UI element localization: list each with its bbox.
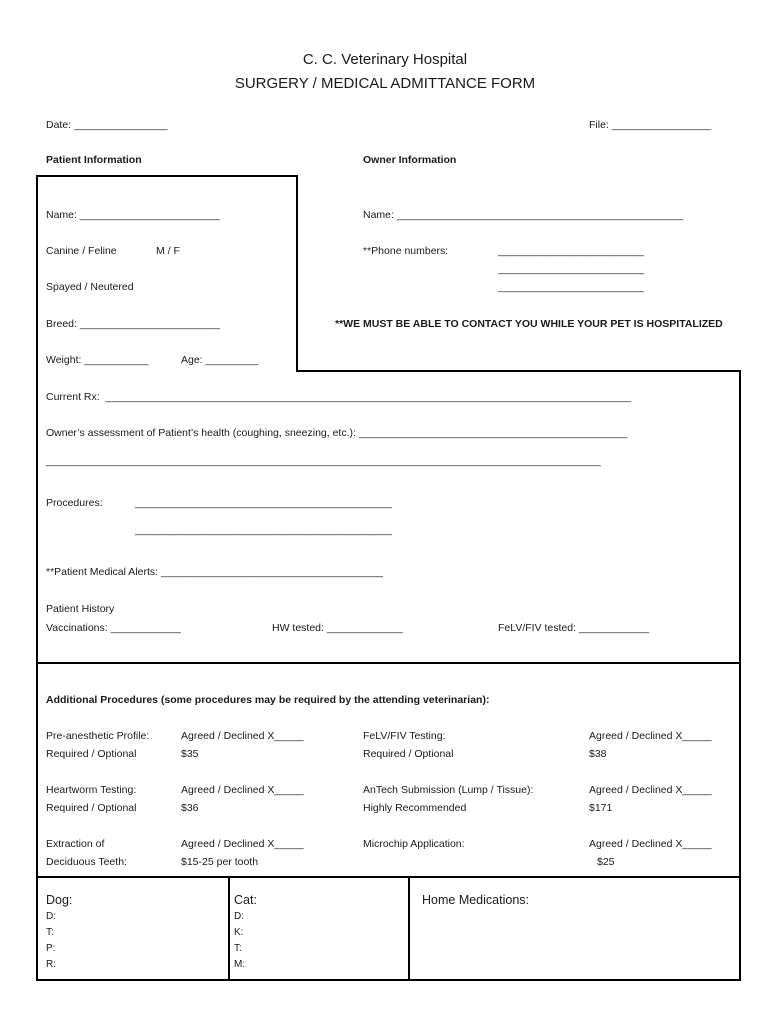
hw-tested-field[interactable]: HW tested: _____________: [272, 622, 403, 634]
patient-history-label: Patient History: [46, 603, 115, 615]
form-title: SURGERY / MEDICAL ADMITTANCE FORM: [234, 75, 536, 92]
patient-name-field[interactable]: Name: ________________________: [46, 209, 220, 221]
procedure-price: $171: [589, 802, 613, 814]
procedure-requirement: Required / Optional: [46, 802, 137, 814]
procedure-line-1[interactable]: ____________________________________________: [135, 497, 392, 509]
procedure-name: FeLV/FIV Testing:: [363, 730, 446, 742]
procedure-consent-field[interactable]: Agreed / Declined X_____: [181, 730, 304, 742]
dog-label: Dog:: [46, 893, 73, 907]
species-option[interactable]: Canine / Feline: [46, 245, 117, 257]
dog-vital-r[interactable]: R:: [46, 959, 56, 970]
procedure-consent-field[interactable]: Agreed / Declined X_____: [589, 730, 712, 742]
cat-vital-k[interactable]: K:: [234, 927, 244, 938]
date-field[interactable]: Date: ________________: [46, 119, 168, 131]
procedure-consent-field[interactable]: Agreed / Declined X_____: [589, 838, 712, 850]
procedure-price: $38: [589, 748, 607, 760]
owner-info-heading: Owner Information: [363, 154, 457, 166]
contact-notice: **WE MUST BE ABLE TO CONTACT YOU WHILE YOUR PET IS HOSPITALIZED: [335, 318, 723, 330]
vaccinations-field[interactable]: Vaccinations: ____________: [46, 622, 181, 634]
phone-line-2[interactable]: _________________________: [498, 263, 644, 275]
additional-procedures-heading: Additional Procedures (some procedures may be required by the attending veterinarian):: [46, 694, 490, 706]
owner-name-field[interactable]: Name: _________________________________________________: [363, 209, 683, 221]
procedure-requirement: Required / Optional: [363, 748, 454, 760]
sex-option[interactable]: M / F: [156, 245, 180, 257]
procedure-name: Heartworm Testing:: [46, 784, 137, 796]
procedure-requirement: Deciduous Teeth:: [46, 856, 127, 868]
cat-vital-t[interactable]: T:: [234, 943, 242, 954]
hospital-name: C. C. Veterinary Hospital: [302, 51, 468, 68]
medical-alerts-field[interactable]: **Patient Medical Alerts: ______________________________________: [46, 566, 383, 578]
phone-line-1[interactable]: _________________________: [498, 245, 644, 257]
procedure-price: $36: [181, 802, 199, 814]
vitals-box: [37, 877, 740, 980]
procedures-label: Procedures:: [46, 497, 103, 509]
patient-info-heading: Patient Information: [46, 154, 142, 166]
procedure-line-2[interactable]: ____________________________________________: [135, 524, 392, 536]
procedure-name: AnTech Submission (Lump / Tissue):: [363, 784, 534, 796]
cat-vital-d[interactable]: D:: [234, 911, 244, 922]
dog-vital-p[interactable]: P:: [46, 943, 56, 954]
breed-field[interactable]: Breed: ________________________: [46, 318, 221, 330]
phone-line-3[interactable]: _________________________: [498, 281, 644, 293]
procedure-name: Pre-anesthetic Profile:: [46, 730, 150, 742]
owner-assessment-continued[interactable]: _______________________________________________________________________________________________: [46, 455, 601, 467]
current-rx-field[interactable]: Current Rx: __________________________________________________________________________________________: [46, 391, 632, 403]
owner-assessment-field[interactable]: Owner’s assessment of Patient’s health (coughing, sneezing, etc.): ______________________________________________: [46, 427, 628, 439]
procedure-consent-field[interactable]: Agreed / Declined X_____: [589, 784, 712, 796]
cat-label: Cat:: [234, 893, 257, 907]
procedure-consent-field[interactable]: Agreed / Declined X_____: [181, 838, 304, 850]
dog-vital-d[interactable]: D:: [46, 911, 56, 922]
felv-tested-field[interactable]: FeLV/FIV tested: ____________: [498, 622, 649, 634]
cat-vital-m[interactable]: M:: [234, 959, 246, 970]
procedure-price: $25: [597, 856, 615, 868]
procedure-requirement: Highly Recommended: [363, 802, 467, 814]
procedure-price: $15-25 per tooth: [181, 856, 259, 868]
procedure-price: $35: [181, 748, 199, 760]
weight-field[interactable]: Weight: ___________: [46, 354, 149, 366]
phone-label: **Phone numbers:: [363, 245, 449, 257]
age-field[interactable]: Age: _________: [181, 354, 259, 366]
procedure-name: Extraction of: [46, 838, 105, 850]
dog-vital-t[interactable]: T:: [46, 927, 54, 938]
procedure-consent-field[interactable]: Agreed / Declined X_____: [181, 784, 304, 796]
spayed-neutered-option[interactable]: Spayed / Neutered: [46, 281, 134, 293]
home-medications-label[interactable]: Home Medications:: [422, 893, 529, 907]
procedure-name: Microchip Application:: [363, 838, 465, 850]
file-field[interactable]: File: _________________: [589, 119, 712, 131]
procedure-requirement: Required / Optional: [46, 748, 137, 760]
